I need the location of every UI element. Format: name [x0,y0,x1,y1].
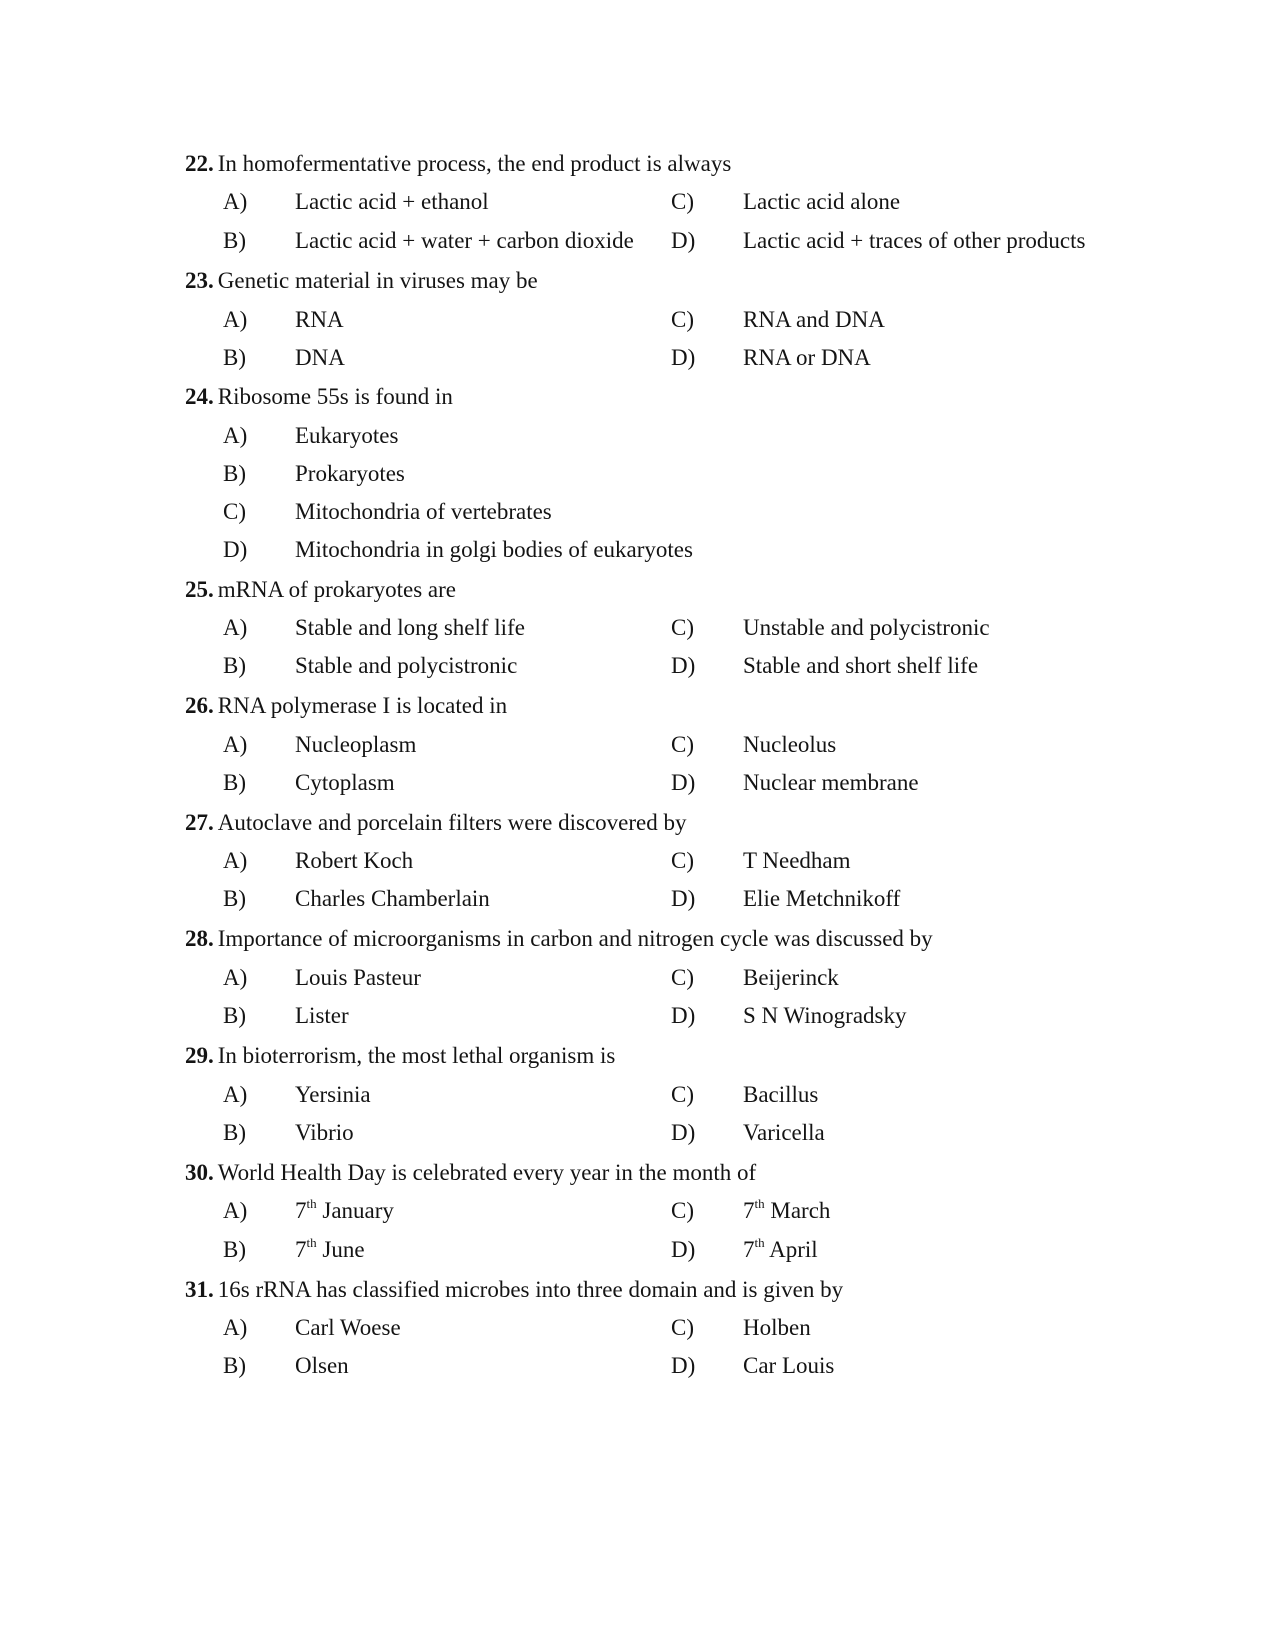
option-24-d [223,530,923,570]
option-label: B) [223,1003,246,1028]
option-label: A) [223,615,248,640]
option-label: B) [223,1353,246,1378]
question-text: World Health Day is celebrated every year in the month of [217,1160,757,1185]
option-30-c [671,1191,1231,1231]
option-22-c [671,182,1231,222]
option-label: A) [223,848,248,873]
option-text: Stable and short shelf life [743,653,979,678]
question-27 [185,803,1185,843]
option-label: D) [223,537,248,562]
option-31-d [671,1346,1231,1386]
option-text: Nucleoplasm [295,732,417,757]
option-26-a [223,725,663,765]
option-27-c [671,841,1231,881]
option-label: B) [223,461,246,486]
option-label: D) [671,886,696,911]
option-label: D) [671,1237,696,1262]
option-22-d [671,221,1231,261]
option-label: A) [223,732,248,757]
option-text: Yersinia [295,1082,371,1107]
question-31 [185,1270,1185,1310]
option-23-c [671,300,1231,340]
option-text [743,1230,818,1270]
option-text: Nuclear membrane [743,770,919,795]
option-text: Robert Koch [295,848,414,873]
option-text: Lactic acid alone [743,189,901,214]
option-label: B) [223,886,246,911]
question-23 [185,261,1185,301]
option-30-a [223,1191,663,1231]
option-label: A) [223,189,248,214]
option-text: T Needham [743,848,851,873]
question-22 [185,144,1185,184]
option-label: B) [223,345,246,370]
option-label: A) [223,307,248,332]
option-text: Olsen [295,1353,349,1378]
option-text [295,1191,394,1231]
date-day: 7 [743,1237,755,1262]
question-number: 27. [185,810,214,835]
date-ordinal-suffix: th [754,1196,765,1212]
option-31-b [223,1346,663,1386]
option-text: Varicella [743,1120,825,1145]
option-label: C) [223,499,246,524]
option-text: Elie Metchnikoff [743,886,901,911]
option-28-b [223,996,663,1036]
question-number: 28. [185,926,214,951]
option-text: Lactic acid + ethanol [295,189,489,214]
option-text: Louis Pasteur [295,965,421,990]
option-22-b [223,221,663,261]
option-label: D) [671,345,696,370]
question-number: 22. [185,151,214,176]
option-22-a [223,182,663,222]
option-text: Lactic acid + traces of other products [743,228,1086,253]
date-day: 7 [295,1198,307,1223]
option-24-b [223,454,923,494]
option-label: C) [671,1315,694,1340]
option-29-c [671,1075,1231,1115]
option-label: D) [671,1120,696,1145]
option-24-c [223,492,923,532]
question-29 [185,1036,1185,1076]
question-text: 16s rRNA has classified microbes into three domain and is given by [217,1277,844,1302]
option-text: Bacillus [743,1082,819,1107]
option-text: Lister [295,1003,349,1028]
option-label: A) [223,1315,248,1340]
option-text: S N Winogradsky [743,1003,907,1028]
option-text: Unstable and polycistronic [743,615,990,640]
option-text: Eukaryotes [295,423,399,448]
question-text: RNA polymerase I is located in [217,693,508,718]
question-number: 30. [185,1160,214,1185]
option-30-d [671,1230,1231,1270]
option-label: C) [671,307,694,332]
option-label: B) [223,653,246,678]
option-29-d [671,1113,1231,1153]
option-label: C) [671,848,694,873]
date-ordinal-suffix: th [306,1196,317,1212]
question-number: 29. [185,1043,214,1068]
option-30-b [223,1230,663,1270]
question-28 [185,919,1185,959]
option-26-c [671,725,1231,765]
option-label: C) [671,1198,694,1223]
question-text: In bioterrorism, the most lethal organism is [217,1043,616,1068]
question-text: Autoclave and porcelain filters were discovered by [217,810,687,835]
date-month: June [316,1237,365,1262]
option-text: Lactic acid + water + carbon dioxide [295,228,634,253]
option-text: Vibrio [295,1120,354,1145]
option-28-a [223,958,663,998]
date-day: 7 [295,1237,307,1262]
option-label: B) [223,1120,246,1145]
question-text: Genetic material in viruses may be [217,268,538,293]
option-label: D) [671,770,696,795]
option-label: D) [671,1003,696,1028]
question-text: Ribosome 55s is found in [217,384,453,409]
question-26 [185,686,1185,726]
option-25-b [223,646,663,686]
question-number: 26. [185,693,214,718]
date-month: January [316,1198,394,1223]
option-text: Cytoplasm [295,770,395,795]
date-month: April [764,1237,818,1262]
option-text: Stable and long shelf life [295,615,525,640]
option-label: D) [671,653,696,678]
option-text [743,1191,830,1231]
question-text: Importance of microorganisms in carbon and nitrogen cycle was discussed by [217,926,933,951]
date-month: March [764,1198,831,1223]
question-text: In homofermentative process, the end product is always [217,151,732,176]
option-text: Prokaryotes [295,461,405,486]
option-27-d [671,879,1231,919]
option-26-d [671,763,1231,803]
question-number: 31. [185,1277,214,1302]
option-23-d [671,338,1231,378]
question-number: 24. [185,384,214,409]
option-label: D) [671,228,696,253]
option-label: A) [223,1198,248,1223]
option-24-a [223,416,923,456]
option-label: B) [223,770,246,795]
option-text: Beijerinck [743,965,839,990]
option-25-a [223,608,663,648]
option-text: Holben [743,1315,811,1340]
option-text [295,1230,365,1270]
option-label: D) [671,1353,696,1378]
option-text: RNA [295,307,344,332]
option-28-d [671,996,1231,1036]
option-28-c [671,958,1231,998]
option-label: C) [671,1082,694,1107]
option-label: A) [223,423,248,448]
option-text: RNA and DNA [743,307,885,332]
option-31-a [223,1308,663,1348]
option-label: B) [223,228,246,253]
option-label: C) [671,189,694,214]
option-29-a [223,1075,663,1115]
option-29-b [223,1113,663,1153]
question-30 [185,1153,1185,1193]
date-ordinal-suffix: th [754,1235,765,1251]
option-23-b [223,338,663,378]
option-text: Nucleolus [743,732,837,757]
option-label: C) [671,615,694,640]
option-26-b [223,763,663,803]
option-25-d [671,646,1231,686]
question-24 [185,377,1185,417]
option-text: Stable and polycistronic [295,653,518,678]
option-31-c [671,1308,1231,1348]
option-label: A) [223,965,248,990]
option-text: Carl Woese [295,1315,401,1340]
option-label: C) [671,965,694,990]
option-text: DNA [295,345,345,370]
option-27-b [223,879,663,919]
option-label: B) [223,1237,246,1262]
question-25 [185,570,1185,610]
option-text: Car Louis [743,1353,835,1378]
question-number: 23. [185,268,214,293]
date-ordinal-suffix: th [306,1235,317,1251]
option-27-a [223,841,663,881]
option-text: Charles Chamberlain [295,886,490,911]
option-text: RNA or DNA [743,345,871,370]
option-25-c [671,608,1231,648]
option-text: Mitochondria of vertebrates [295,499,552,524]
option-text: Mitochondria in golgi bodies of eukaryotes [295,537,693,562]
question-text: mRNA of prokaryotes are [217,577,456,602]
option-label: A) [223,1082,248,1107]
date-day: 7 [743,1198,755,1223]
option-label: C) [671,732,694,757]
question-number: 25. [185,577,214,602]
option-23-a [223,300,663,340]
